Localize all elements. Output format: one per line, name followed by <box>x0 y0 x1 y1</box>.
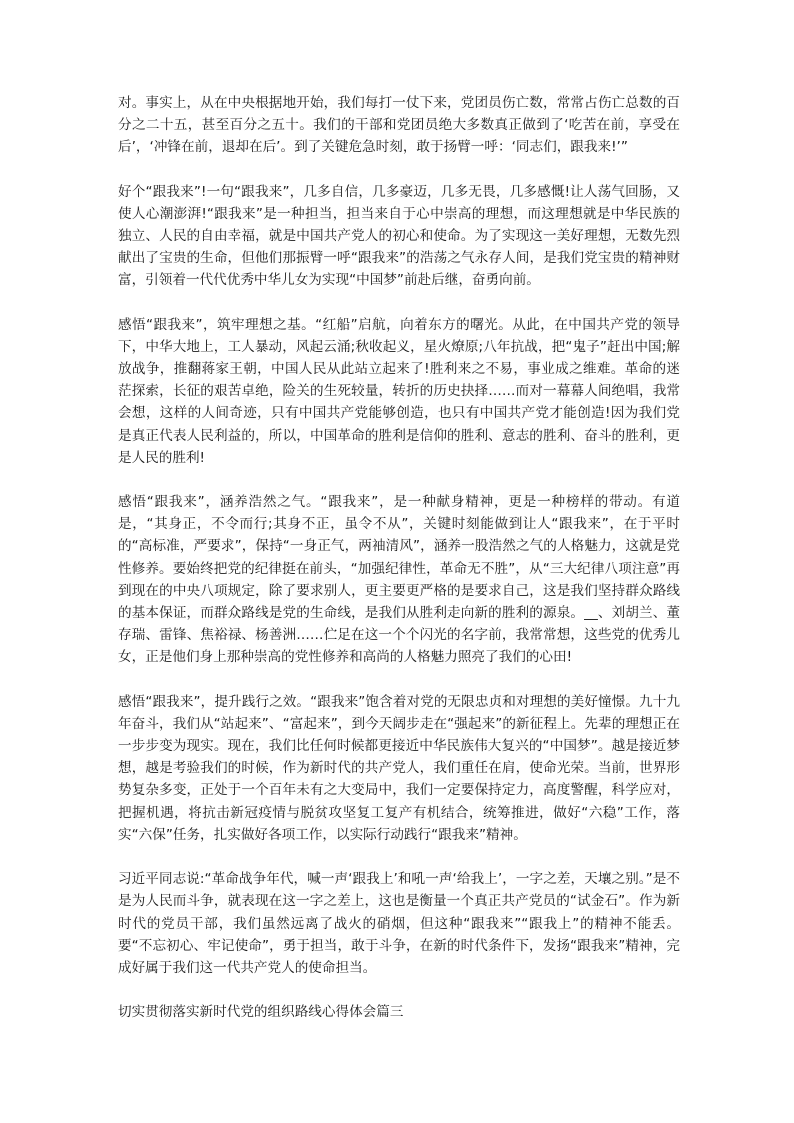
document-body <box>118 92 680 1023</box>
section-heading: 切实贯彻落实新时代党的组织路线心得体会篇三 <box>118 1004 404 1021</box>
paragraph-6: 习近平同志说:“革命战争年代，喊一声‘跟我上’和吼一声‘给我上’，一字之差，天壤之别。”是不是为人民而斗争，就表现在这一字之差上，这也是衡量一个真正共产党员的“试金石”。作为新时代的党员干部，我们虽然远离了战火的硝烟，但这种“跟我来”“跟我上”的精神不能丢。要“不忘初心、牢记使命”，勇于担当，敢于斗争，在新的时代条件下，发扬“跟我来”精神，完成好属于我们这一代共产党人的使命担当。 <box>118 871 680 976</box>
paragraph-2: 好个“跟我来”!一句“跟我来”，几多自信，几多豪迈，几多无畏，几多感慨!让人荡气回肠，又使人心潮澎湃!“跟我来”是一种担当，担当来自于心中崇高的理想，而这理想就是中华民族的独立、人民的自由幸福，就是中国共产党人的初心和使命。为了实现这一美好理想，无数先烈献出了宝贵的生命，但他们那振臂一呼“跟我来”的浩荡之气永存人间，是我们党宝贵的精神财富，引领着一代代优秀中华儿女为实现“中国梦”前赴后继，奋勇向前。 <box>118 183 680 289</box>
paragraph-3: 感悟“跟我来”，筑牢理想之基。“红船”启航，向着东方的曙光。从此，在中国共产党的领导下，中华大地上，工人暴动，风起云涌;秋收起义，星火燎原;八年抗战，把“鬼子”赶出中国;解放战争，推翻蒋家王朝，中国人民从此站立起来了!胜利来之不易，事业成之维难。革命的迷茫探索，长征的艰苦卓绝，险关的生死较量，转折的历史抉择……而对一幕幕人间绝唱，我常会想，这样的人间奇迹，只有中国共产党能够创造，也只有中国共产党才能创造!因为我们党是真正代表人民利益的，所以，中国革命的胜利是信仰的胜利、意志的胜利、奋斗的胜利，更是人民的胜利! <box>118 316 680 466</box>
paragraph-5: 感悟“跟我来”，提升践行之效。“跟我来”饱含着对党的无限忠贞和对理想的美好憧憬。九十九年奋斗，我们从“站起来”、“富起来”，到今天阔步走在“强起来”的新征程上。先辈的理想正在一步步变为现实。现在，我们比任何时候都更接近中华民族伟大复兴的“中国梦”。越是接近梦想，越是考验我们的时候，作为新时代的共产党人，我们重任在肩，使命光荣。当前，世界形势复杂多变，正处于一个百年未有之大变局中，我们一定要保持定力，高度警醒，科学应对，把握机遇，将抗击新冠疫情与脱贫攻坚复工复产有机结合，统筹推进，做好“六稳”工作，落实“六保”任务，扎实做好各项工作，以实际行动践行“跟我来”精神。 <box>118 693 680 843</box>
paragraph-4: 感悟“跟我来”，涵养浩然之气。“跟我来”，是一种献身精神，更是一种榜样的带动。有道是，“其身正，不令而行;其身不正，虽令不从”，关键时刻能做到让人“跟我来”，在于平时的“高标准，严要求”，保持“一身正气，两袖清风”，涵养一股浩然之气的人格魅力，这就是党性修养。要始终把党的纪律挺在前头，“加强纪律性，革命无不胜”，从“三大纪律八项注意”再到现在的中央八项规定，除了要求别人，更主要更严格的是要求自己，这是我们坚持群众路线的基本保证，而群众路线是党的生命线，是我们从胜利走向新的胜利的源泉。__、刘胡兰、董存瑞、雷锋、焦裕禄、杨善洲……伫足在这一个个闪光的名字前，我常常想，这些党的优秀儿女，正是他们身上那种崇高的党性修养和高尚的人格魅力照亮了我们的心田! <box>118 494 680 666</box>
paragraph-1: 对。事实上，从在中央根据地开始，我们每打一仗下来，党团员伤亡数，常常占伤亡总数的百分之二十五，甚至百分之五十。我们的干部和党团员绝大多数真正做到了‘吃苦在前，享受在后’，‘冲锋在前，退却在后’。到了关键危急时刻，敢于扬臂一呼：‘同志们，跟我来!’” <box>118 95 680 156</box>
